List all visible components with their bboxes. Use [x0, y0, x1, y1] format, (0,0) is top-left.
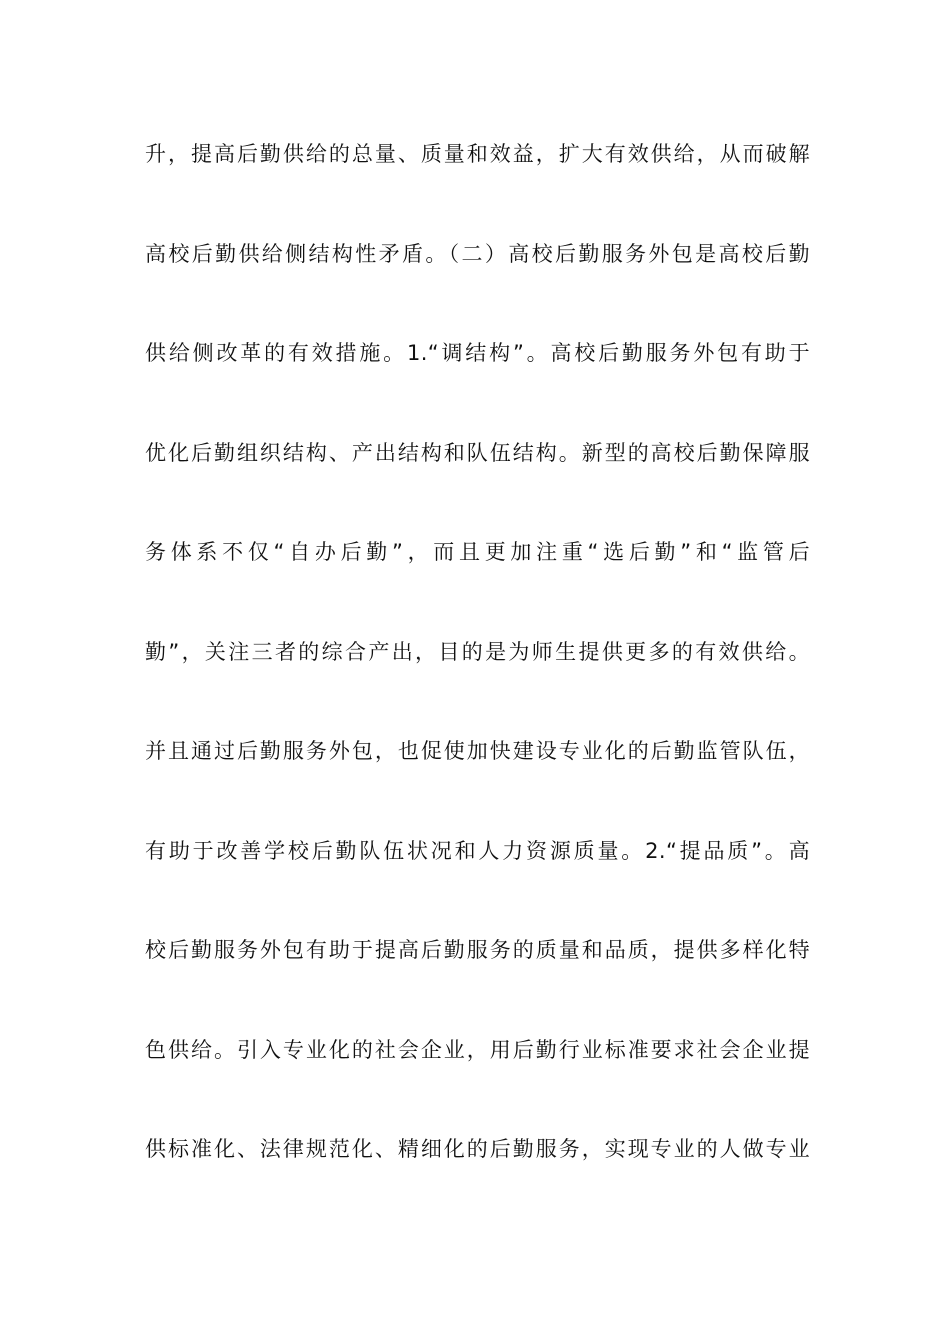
- text-line: 升，提高后勤供给的总量、质量和效益，扩大有效供给，从而破解: [145, 142, 810, 166]
- text-line: 高校后勤供给侧结构性矛盾。（二）高校后勤服务外包是高校后勤: [145, 241, 810, 266]
- text-line: 校后勤服务外包有助于提高后勤服务的质量和品质，提供多样化特: [145, 938, 810, 962]
- text-line: 并且通过后勤服务外包，也促使加快建设专业化的后勤监管队伍，: [145, 739, 810, 763]
- body-text: [145, 136, 810, 1231]
- text-line: 供标准化、法律规范化、精细化的后勤服务，实现专业的人做专业: [145, 1137, 810, 1161]
- text-line: 勤”，关注三者的综合产出，目的是为师生提供更多的有效供给。: [145, 639, 810, 664]
- text-line: 有助于改善学校后勤队伍状况和人力资源质量。2.“提品质”。高: [145, 838, 810, 863]
- text-line: 供给侧改革的有效措施。1.“调结构”。高校后勤服务外包有助于: [145, 341, 810, 365]
- text-line: 务体系不仅“自办后勤”，而且更加注重“选后勤”和“监管后: [145, 540, 810, 564]
- text-line: 色供给。引入专业化的社会企业，用后勤行业标准要求社会企业提: [145, 1037, 810, 1062]
- text-line: 优化后勤组织结构、产出结构和队伍结构。新型的高校后勤保障服: [145, 440, 810, 465]
